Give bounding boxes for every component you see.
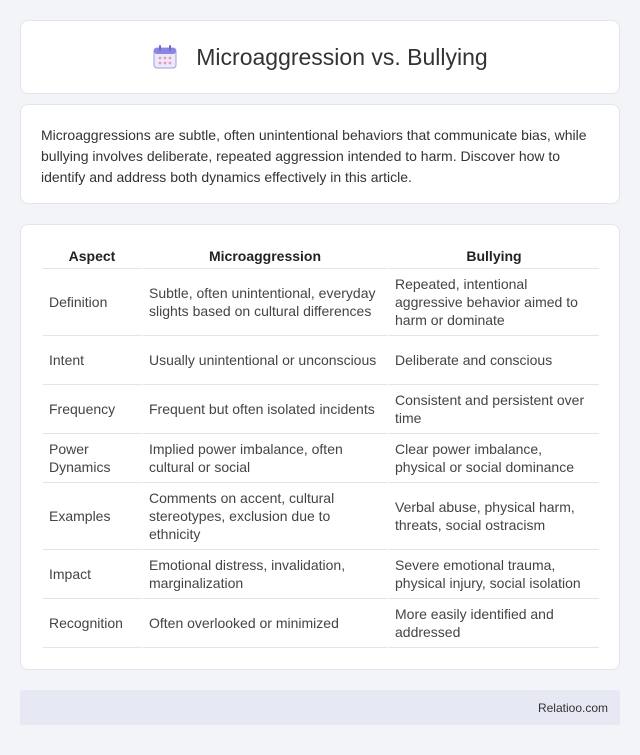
aspect-cell: Impact xyxy=(43,550,141,599)
intro-card xyxy=(20,104,620,204)
microaggression-cell: Implied power imbalance, often cultural or social xyxy=(141,434,387,483)
table-row xyxy=(43,269,599,336)
aspect-cell: Power Dynamics xyxy=(43,434,141,483)
intro-text: Microaggressions are subtle, often unintentional behaviors that communicate bias, while bullying involves deliberate, repeated aggression intended to harm. Discover how to identify and address both dynamics effectively in this article. xyxy=(41,127,587,185)
microaggression-cell: Frequent but often isolated incidents xyxy=(141,385,387,434)
bullying-cell: Severe emotional trauma, physical injury, social isolation xyxy=(387,550,599,599)
aspect-cell: Intent xyxy=(43,336,141,385)
table-row xyxy=(43,434,599,483)
table-row xyxy=(43,385,599,434)
bullying-cell: Repeated, intentional aggressive behavior aimed to harm or dominate xyxy=(387,269,599,336)
table-header-row xyxy=(43,245,599,269)
calendar-icon xyxy=(152,44,178,70)
comparison-table-card xyxy=(20,224,620,670)
header-aspect: Aspect xyxy=(43,245,141,269)
microaggression-cell: Often overlooked or minimized xyxy=(141,599,387,648)
aspect-cell: Recognition xyxy=(43,599,141,648)
table-row xyxy=(43,336,599,385)
microaggression-cell: Comments on accent, cultural stereotypes, exclusion due to ethnicity xyxy=(141,483,387,550)
bullying-cell: Verbal abuse, physical harm, threats, social ostracism xyxy=(387,483,599,550)
microaggression-cell: Emotional distress, invalidation, marginalization xyxy=(141,550,387,599)
aspect-cell: Definition xyxy=(43,269,141,336)
microaggression-cell: Subtle, often unintentional, everyday slights based on cultural differences xyxy=(141,269,387,336)
header-microaggression: Microaggression xyxy=(141,245,387,269)
header-bullying: Bullying xyxy=(387,245,599,269)
bullying-cell: Clear power imbalance, physical or social dominance xyxy=(387,434,599,483)
aspect-cell: Examples xyxy=(43,483,141,550)
microaggression-cell: Usually unintentional or unconscious xyxy=(141,336,387,385)
footer xyxy=(20,690,620,725)
title-card xyxy=(20,20,620,94)
page-title: Microaggression vs. Bullying xyxy=(196,43,488,70)
bullying-cell: More easily identified and addressed xyxy=(387,599,599,648)
footer-site-link[interactable]: Relatioo.com xyxy=(537,700,608,715)
bullying-cell: Deliberate and conscious xyxy=(387,336,599,385)
bullying-cell: Consistent and persistent over time xyxy=(387,385,599,434)
title-wrap xyxy=(152,44,487,71)
table-row xyxy=(43,550,599,599)
aspect-cell: Frequency xyxy=(43,385,141,434)
table-row xyxy=(43,483,599,550)
table-row xyxy=(43,599,599,648)
comparison-table xyxy=(43,245,599,648)
